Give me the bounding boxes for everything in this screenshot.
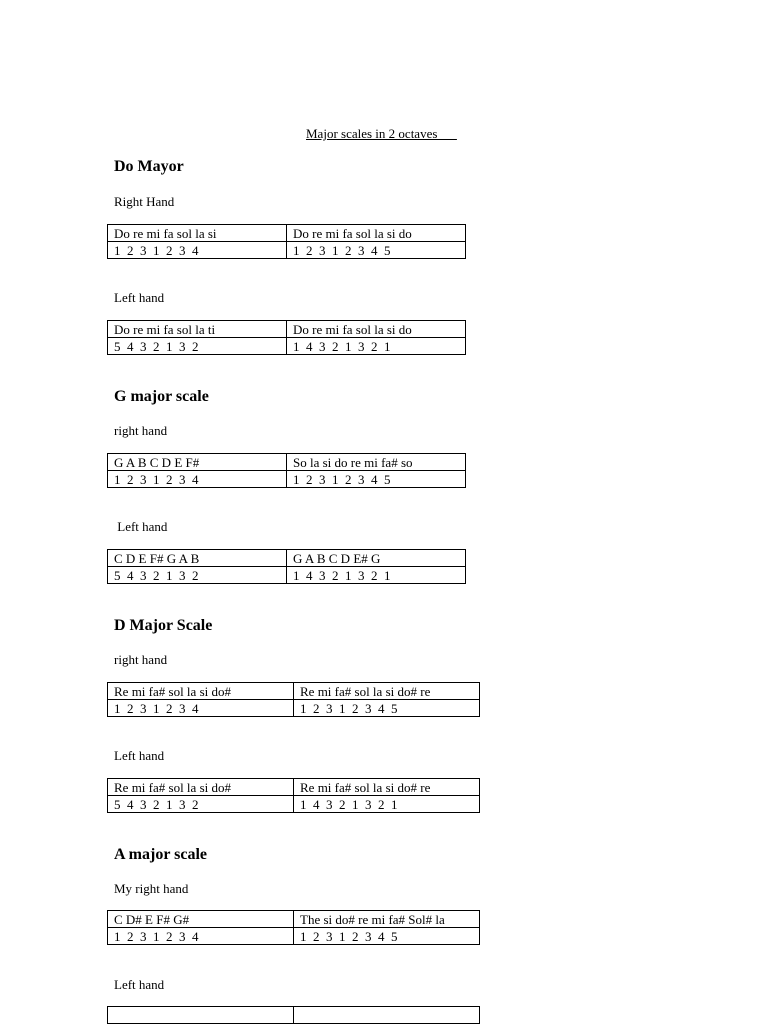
notes-row [108, 550, 466, 567]
table-cell: The si do# re mi fa# Sol# la [294, 911, 480, 928]
notes-row [108, 225, 466, 242]
table-cell: 5 4 3 2 1 3 2 [108, 796, 294, 813]
table-cell: 1 4 3 2 1 3 2 1 [287, 567, 466, 584]
fingering-table [107, 910, 480, 945]
notes-row [108, 454, 466, 471]
fingering-table [107, 224, 466, 259]
fingering-table [107, 549, 466, 584]
table-cell: Re mi fa# sol la si do# [108, 779, 294, 796]
fingering-table [107, 453, 466, 488]
hand-label: Left hand [114, 290, 165, 305]
table-cell [294, 1007, 480, 1024]
table-cell: G A B C D E F# [108, 454, 287, 471]
fingers-row [108, 700, 480, 717]
table-cell: 1 2 3 1 2 3 4 [108, 242, 287, 259]
hand-label: My right hand [114, 881, 189, 896]
section-heading: A major scale [114, 846, 208, 863]
table-cell [108, 1007, 294, 1024]
document-title: Major scales in 2 octaves [306, 126, 457, 141]
table-cell: 5 4 3 2 1 3 2 [108, 338, 287, 355]
table-cell: Do re mi fa sol la si [108, 225, 287, 242]
section-heading: Do Mayor [114, 158, 184, 175]
notes-row [108, 1007, 480, 1024]
table-cell: 1 2 3 1 2 3 4 [108, 700, 294, 717]
fingers-row [108, 471, 466, 488]
table-cell: G A B C D E# G [287, 550, 466, 567]
fingering-table [107, 320, 466, 355]
fingers-row [108, 567, 466, 584]
table-cell: Re mi fa# sol la si do# re [294, 683, 480, 700]
fingering-table [107, 682, 480, 717]
table-cell: Do re mi fa sol la si do [287, 225, 466, 242]
fingers-row [108, 928, 480, 945]
table-cell: 5 4 3 2 1 3 2 [108, 567, 287, 584]
hand-label: Left hand [114, 519, 168, 534]
fingers-row [108, 796, 480, 813]
hand-label: right hand [114, 652, 168, 667]
fingering-table [107, 1006, 480, 1024]
fingers-row [108, 338, 466, 355]
notes-row [108, 779, 480, 796]
table-cell: Do re mi fa sol la si do [287, 321, 466, 338]
table-cell: 1 2 3 1 2 3 4 5 [287, 242, 466, 259]
table-cell: 1 2 3 1 2 3 4 [108, 471, 287, 488]
table-cell: 1 4 3 2 1 3 2 1 [294, 796, 480, 813]
table-cell: Re mi fa# sol la si do# [108, 683, 294, 700]
table-cell: Re mi fa# sol la si do# re [294, 779, 480, 796]
notes-row [108, 911, 480, 928]
table-cell: C D# E F# G# [108, 911, 294, 928]
section-heading: D Major Scale [114, 617, 213, 634]
table-cell: 1 4 3 2 1 3 2 1 [287, 338, 466, 355]
fingering-table [107, 778, 480, 813]
section-heading: G major scale [114, 388, 209, 405]
hand-label: Right Hand [114, 194, 175, 209]
notes-row [108, 683, 480, 700]
table-cell: 1 2 3 1 2 3 4 [108, 928, 294, 945]
fingers-row [108, 242, 466, 259]
notes-row [108, 321, 466, 338]
table-cell: C D E F# G A B [108, 550, 287, 567]
table-cell: Do re mi fa sol la ti [108, 321, 287, 338]
table-cell: So la si do re mi fa# so [287, 454, 466, 471]
hand-label: Left hand [114, 977, 165, 992]
table-cell: 1 2 3 1 2 3 4 5 [287, 471, 466, 488]
hand-label: right hand [114, 423, 168, 438]
table-cell: 1 2 3 1 2 3 4 5 [294, 928, 480, 945]
table-cell: 1 2 3 1 2 3 4 5 [294, 700, 480, 717]
hand-label: Left hand [114, 748, 165, 763]
